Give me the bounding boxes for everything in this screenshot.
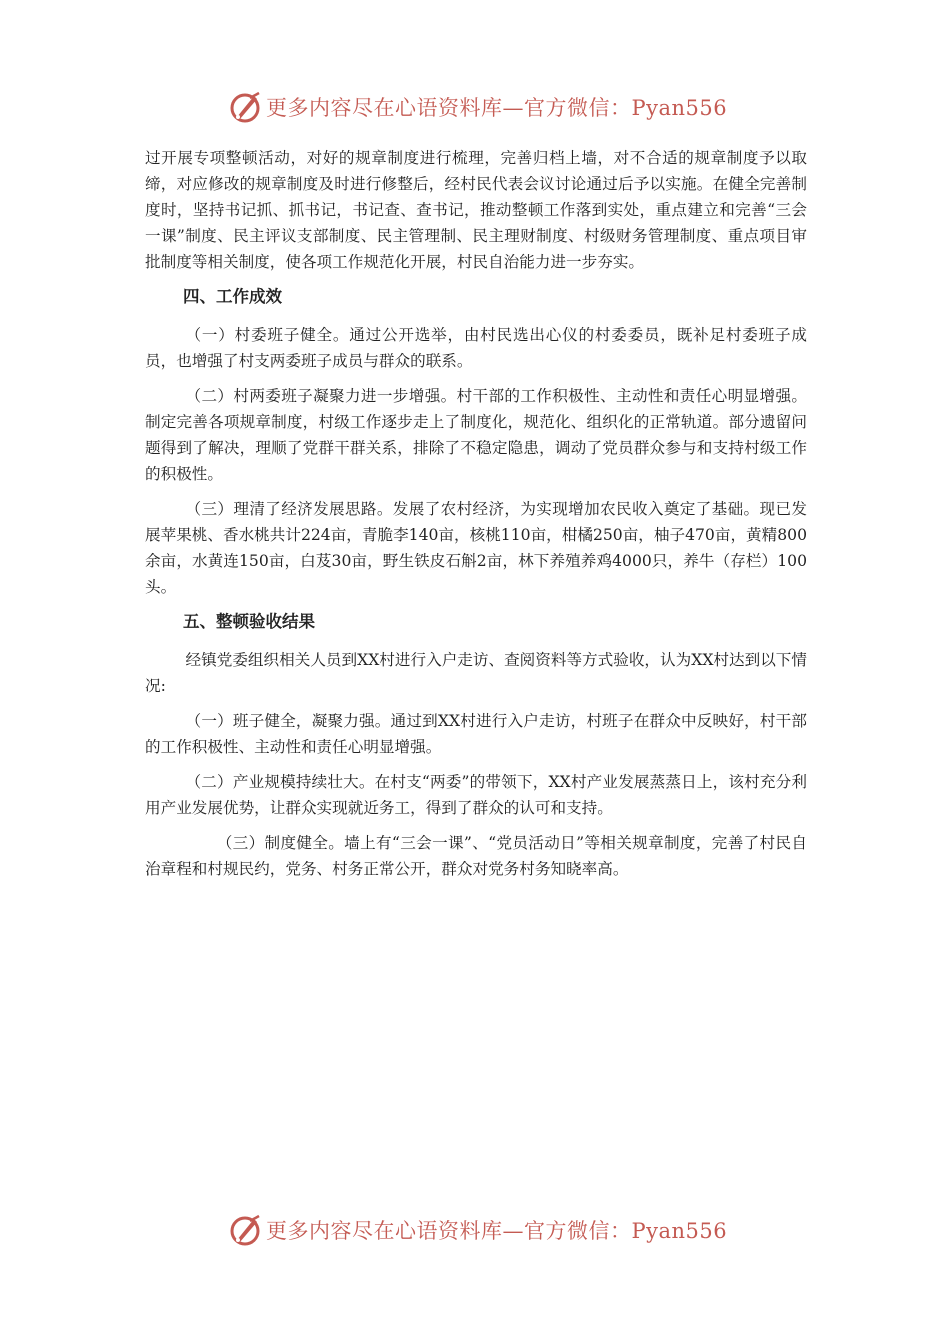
paragraph-intro: 过开展专项整顿活动，对好的规章制度进行梳理，完善归档上墙，对不合适的规章制度予以取缔，对应修改的规章制度及时进行修整后，经村民代表会议讨论通过后予以实施。在健全完善制度时，坚持书记抓、抓书记，书记查、查书记，推动整顿工作落到实处，重点建立和完善“三会一课”制度、民主评议支部制度、民主管理制、民主理财制度、村级财务管理制度、重点项目审批制度等相关制度，使各项工作规范化开展，村民自治能力进一步夯实。 <box>145 149 807 271</box>
paragraph-acceptance-2: （二）产业规模持续壮大。在村支“两委”的带领下，XX村产业发展蒸蒸日上，该村充分利用产业发展优势，让群众实现就近务工，得到了群众的认可和支持。 <box>145 773 807 817</box>
pen-circle-logo-icon <box>228 90 262 124</box>
watermark-text: 更多内容尽在心语资料库—官方微信：Pyan556 <box>266 96 728 120</box>
document-body <box>145 145 807 882</box>
footer-watermark <box>228 1210 727 1250</box>
paragraph-results-1: （一）村委班子健全。通过公开选举，由村民选出心仪的村委委员，既补足村委班子成员，也增强了村支两委班子成员与群众的联系。 <box>145 326 807 370</box>
paragraph-acceptance-3: （三）制度健全。墙上有“三会一课”、“党员活动日”等相关规章制度，完善了村民自治章程和村规民约，党务、村务正常公开，群众对党务村务知晓率高。 <box>145 834 807 878</box>
paragraph-acceptance-1: （一）班子健全，凝聚力强。通过到XX村进行入户走访，村班子在群众中反映好，村干部的工作积极性、主动性和责任心明显增强。 <box>145 712 807 756</box>
header-watermark <box>228 87 727 127</box>
paragraph-acceptance-intro: 经镇党委组织相关人员到XX村进行入户走访、查阅资料等方式验收，认为XX村达到以下情况: <box>145 651 807 695</box>
section-heading-work-results: 四、工作成效 <box>182 287 282 306</box>
pen-circle-logo-icon <box>228 1213 262 1247</box>
paragraph-results-3: （三）理清了经济发展思路。发展了农村经济，为实现增加农民收入奠定了基础。现已发展苹果桃、香水桃共计224亩，青脆李140亩，核桃110亩，柑橘250亩，柚子470亩，黄精800余亩，水黄连150亩，白芨30亩，野生铁皮石斛2亩，林下养殖养鸡4000只，养牛（存栏）100头。 <box>145 500 807 596</box>
paragraph-results-2: （二）村两委班子凝聚力进一步增强。村干部的工作积极性、主动性和责任心明显增强。制定完善各项规章制度，村级工作逐步走上了制度化，规范化、组织化的正常轨道。部分遗留问题得到了解决，理顺了党群干群关系，排除了不稳定隐患，调动了党员群众参与和支持村级工作的积极性。 <box>145 387 807 483</box>
watermark-text: 更多内容尽在心语资料库—官方微信：Pyan556 <box>266 1219 728 1243</box>
section-heading-acceptance: 五、整顿验收结果 <box>182 612 315 631</box>
